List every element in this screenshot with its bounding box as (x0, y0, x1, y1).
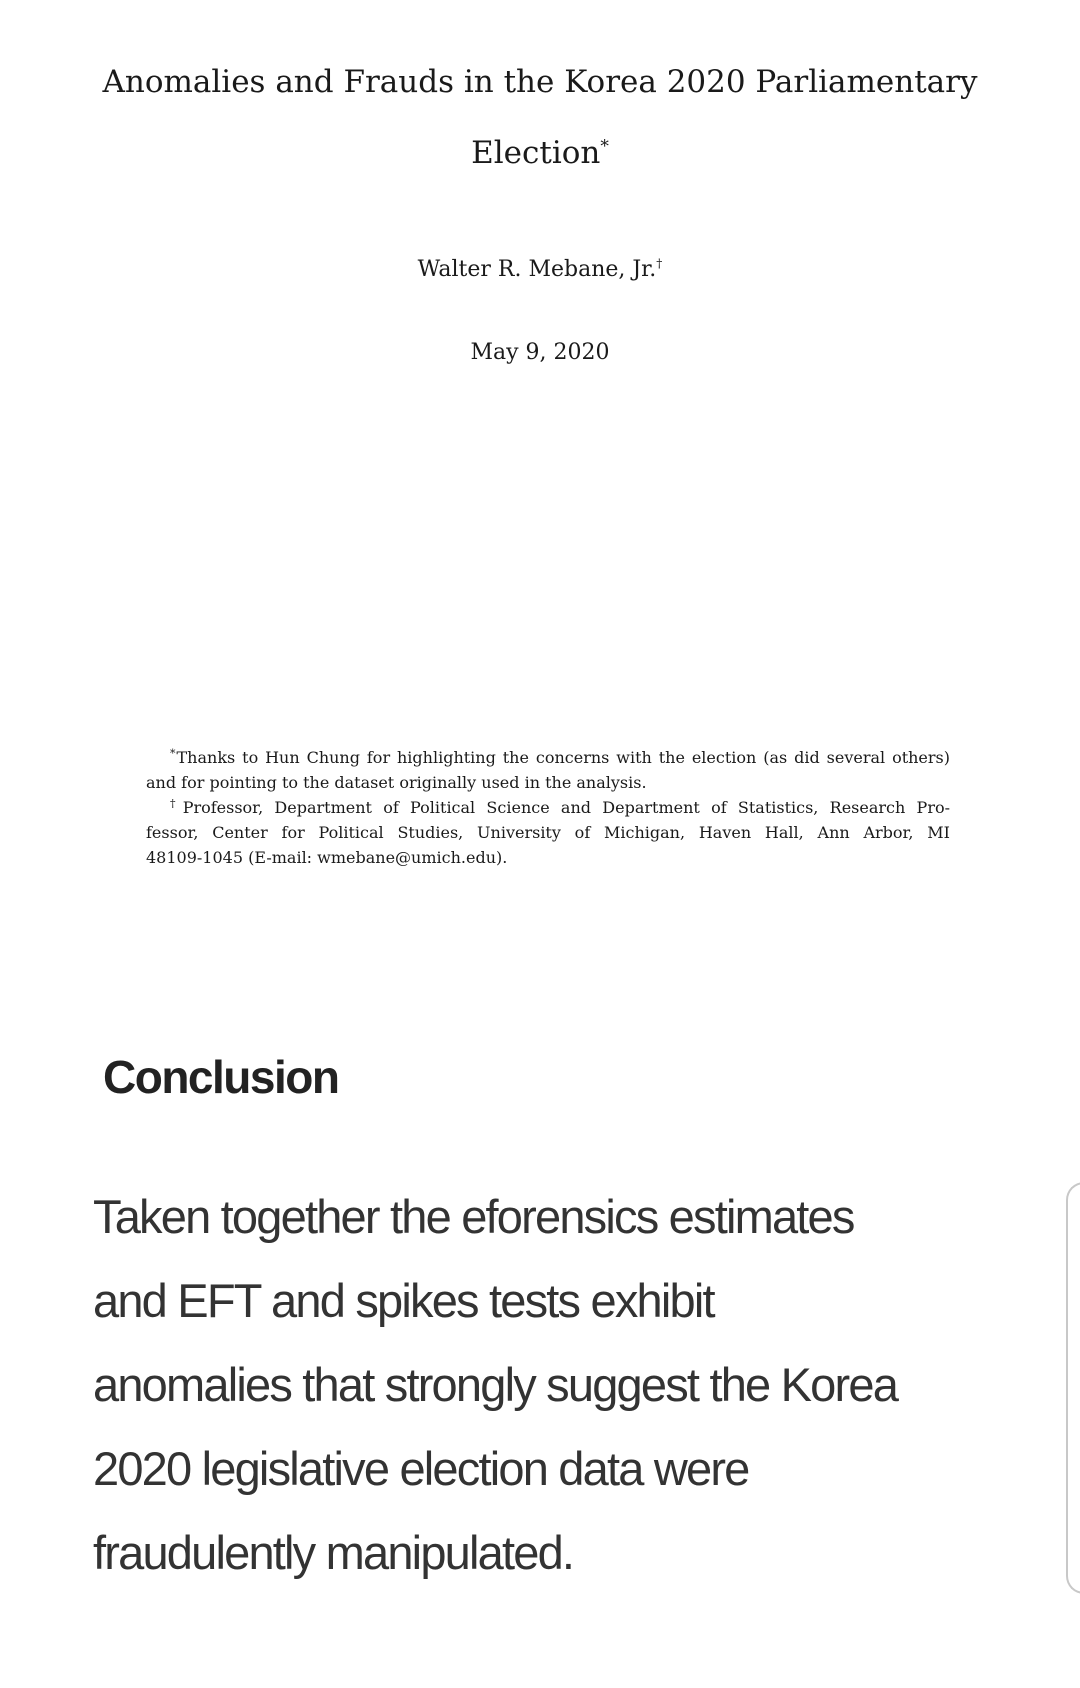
footnote-2-line (146, 795, 950, 820)
footnote-2-mark: † (170, 796, 182, 810)
author-footnote-mark: † (656, 256, 663, 271)
edge-panel-handle[interactable] (1066, 1182, 1080, 1594)
author-name: Walter R. Mebane, Jr. (417, 257, 657, 282)
footnote-1-line: and for pointing to the dataset originally used in the analysis. (146, 773, 647, 792)
paper-date: May 9, 2020 (470, 340, 610, 365)
conclusion-line: and EFT and spikes tests exhibit (93, 1274, 714, 1327)
paper-title-line-2 (0, 135, 1080, 171)
conclusion-body (93, 1175, 993, 1595)
footnote-2-line: 48109-1045 (E-mail: wmebane@umich.edu). (146, 848, 508, 867)
title-footnote-mark: * (600, 136, 609, 157)
conclusion-heading: Conclusion (103, 1051, 339, 1103)
footnote-2-line: fessor, Center for Political Studies, University of Michigan, Haven Hall, Ann Arbor, MI (146, 823, 950, 842)
conclusion-line: fraudulently manipulated. (93, 1526, 574, 1579)
paper-author (0, 257, 1080, 282)
paper-title-text: Anomalies and Frauds in the Korea 2020 Parliamentary (102, 64, 978, 100)
footnote-1-text: Thanks to Hun Chung for highlighting the concerns with the election (as did several others) (176, 748, 950, 767)
conclusion-line: 2020 legislative election data were (93, 1442, 749, 1495)
footnote-1-line (146, 745, 950, 770)
footnotes (146, 745, 950, 870)
paper-title-line-1 (0, 64, 1080, 100)
footnote-2-text: Professor, Department of Political Science and Department of Statistics, Research Pro- (182, 798, 951, 817)
paper-title-text-2: Election (471, 135, 601, 171)
conclusion-line: Taken together the eforensics estimates (93, 1190, 854, 1243)
conclusion-line: anomalies that strongly suggest the Korea (93, 1358, 898, 1411)
footnote-1-mark: * (170, 746, 176, 760)
